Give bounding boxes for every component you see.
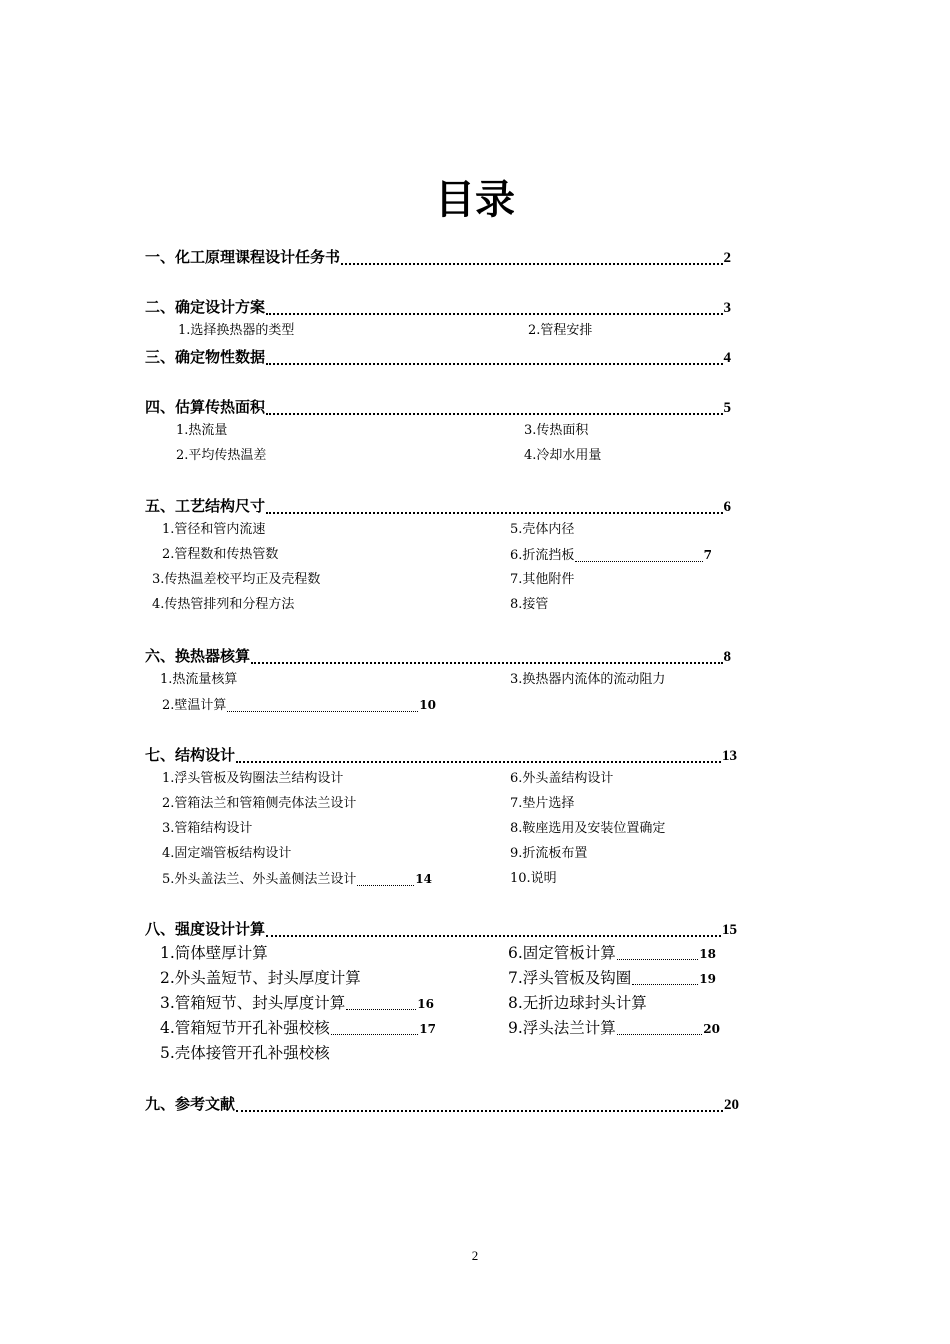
toc-subitem[interactable]: 1.热流量 <box>176 423 228 438</box>
toc-subitem[interactable]: 5.壳体内径 <box>510 522 575 537</box>
toc-section-page: 15 <box>722 922 737 938</box>
toc-subitem[interactable]: 4.固定端管板结构设计 <box>162 846 292 861</box>
dot-leader <box>346 1008 416 1010</box>
toc-subitem[interactable]: 2.外头盖短节、封头厚度计算 <box>160 969 361 987</box>
toc-subitem[interactable]: 2.壁温计算 10 <box>162 698 436 713</box>
toc-subitem[interactable]: 1.选择换热器的类型 <box>178 323 295 338</box>
toc-subitem[interactable]: 3.管箱短节、封头厚度计算 16 <box>160 994 434 1012</box>
toc-section-6[interactable] <box>145 645 731 667</box>
toc-subitem[interactable]: 2.平均传热温差 <box>176 448 267 463</box>
toc-section-page: 13 <box>722 748 737 764</box>
toc-subitem[interactable]: 1.热流量核算 <box>160 672 238 687</box>
toc-subitem[interactable]: 7.垫片选择 <box>510 796 575 811</box>
toc-section-1[interactable] <box>145 246 731 268</box>
toc-section-5[interactable] <box>145 495 731 517</box>
toc-section-page: 3 <box>723 300 731 316</box>
toc-subitem[interactable]: 4.管箱短节开孔补强校核 17 <box>160 1019 436 1037</box>
dot-leader <box>266 412 722 415</box>
toc-subitem[interactable]: 9.浮头法兰计算 20 <box>508 1019 720 1037</box>
toc-subitem[interactable]: 6.折流挡板 7 <box>510 548 712 563</box>
dot-leader <box>236 760 721 763</box>
toc-subitem[interactable]: 4.传热管排列和分程方法 <box>152 597 295 612</box>
toc-subitem[interactable]: 2.管程数和传热管数 <box>162 547 279 562</box>
toc-section-label: 九、参考文献 <box>145 1095 236 1113</box>
toc-section-label: 六、换热器核算 <box>145 647 251 665</box>
toc-section-page: 2 <box>723 250 731 266</box>
dot-leader <box>341 262 722 265</box>
dot-leader <box>331 1033 419 1035</box>
toc-subitem[interactable]: 8.无折边球封头计算 <box>508 994 647 1012</box>
toc-subitem[interactable]: 1.筒体壁厚计算 <box>160 944 268 962</box>
toc-section-page: 6 <box>723 499 731 515</box>
toc-subitem[interactable]: 2.管箱法兰和管箱侧壳体法兰设计 <box>162 796 357 811</box>
toc-section-page: 5 <box>723 400 731 416</box>
toc-subitem[interactable]: 1.管径和管内流速 <box>162 522 266 537</box>
toc-section-9[interactable] <box>145 1093 739 1115</box>
toc-subitem[interactable]: 3.传热面积 <box>524 423 589 438</box>
toc-subitem[interactable]: 5.壳体接管开孔补强校核 <box>160 1044 330 1062</box>
toc-subitem[interactable]: 5.外头盖法兰、外头盖侧法兰设计 14 <box>162 872 432 887</box>
toc-subitem[interactable]: 7.其他附件 <box>510 572 575 587</box>
page-title: 目录 <box>435 177 515 223</box>
toc-subitem[interactable]: 1.浮头管板及钩圈法兰结构设计 <box>162 771 344 786</box>
toc-section-label: 七、结构设计 <box>145 746 236 764</box>
toc-section-label: 三、确定物性数据 <box>145 348 266 366</box>
toc-subitem[interactable]: 6.外头盖结构设计 <box>510 771 614 786</box>
toc-subitem[interactable]: 6.固定管板计算 18 <box>508 944 716 962</box>
dot-leader <box>227 710 418 712</box>
toc-subitem[interactable]: 3.换热器内流体的流动阻力 <box>510 672 666 687</box>
dot-leader <box>236 1109 723 1112</box>
toc-subitem[interactable]: 8.接管 <box>510 597 549 612</box>
dot-leader <box>266 362 722 365</box>
toc-section-8[interactable] <box>145 918 737 940</box>
toc-section-7[interactable] <box>145 744 737 766</box>
toc-subitem[interactable]: 7.浮头管板及钩圈 19 <box>508 969 716 987</box>
toc-subitem[interactable]: 3.管箱结构设计 <box>162 821 253 836</box>
toc-section-page: 20 <box>724 1097 739 1113</box>
toc-section-2[interactable] <box>145 296 731 318</box>
toc-section-3[interactable] <box>145 346 731 368</box>
toc-section-4[interactable] <box>145 396 731 418</box>
dot-leader <box>632 983 698 985</box>
page-number: 2 <box>471 1248 479 1263</box>
dot-leader <box>575 560 702 562</box>
toc-section-label: 二、确定设计方案 <box>145 298 266 316</box>
dot-leader <box>617 1033 703 1035</box>
dot-leader <box>266 511 722 514</box>
dot-leader <box>266 312 722 315</box>
toc-section-label: 八、强度设计计算 <box>145 920 266 938</box>
toc-section-label: 五、工艺结构尺寸 <box>145 497 266 515</box>
toc-subitem[interactable]: 8.鞍座选用及安装位置确定 <box>510 821 666 836</box>
toc-section-label: 一、化工原理课程设计任务书 <box>145 248 341 266</box>
toc-subitem[interactable]: 4.冷却水用量 <box>524 448 602 463</box>
toc-section-page: 8 <box>723 649 731 665</box>
toc-section-label: 四、估算传热面积 <box>145 398 266 416</box>
toc-subitem[interactable]: 9.折流板布置 <box>510 846 588 861</box>
dot-leader <box>357 884 414 886</box>
toc-section-page: 4 <box>723 350 731 366</box>
dot-leader <box>266 934 721 937</box>
toc-subitem[interactable]: 3.传热温差校平均正及壳程数 <box>152 572 321 587</box>
toc-subitem[interactable]: 10.说明 <box>510 871 557 886</box>
toc-subitem[interactable]: 2.管程安排 <box>528 323 593 338</box>
dot-leader <box>617 958 699 960</box>
dot-leader <box>251 661 722 664</box>
